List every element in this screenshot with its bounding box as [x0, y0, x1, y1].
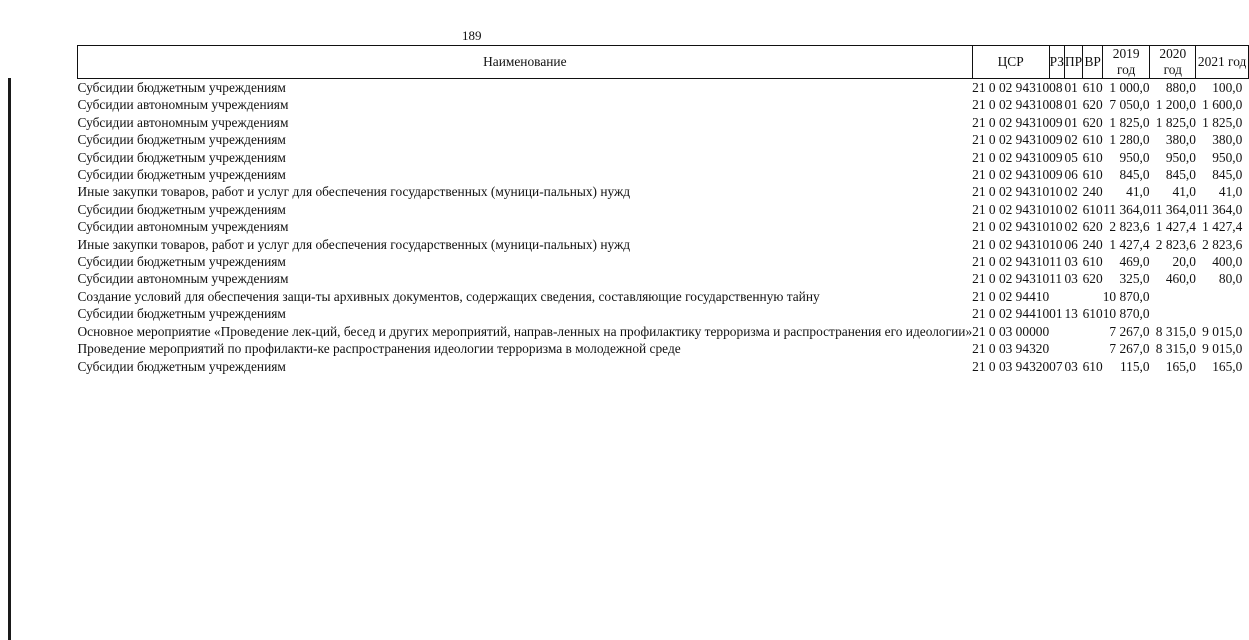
cell-csr: 21 0 03 94320: [972, 341, 1050, 357]
cell-y2019: 1 000,0: [1109, 80, 1150, 95]
table-row: [78, 323, 1249, 340]
cell-y2021: 9 015,0: [1202, 323, 1243, 339]
cell-rz: 01: [1049, 306, 1063, 322]
cell-y2020: 950,0: [1165, 149, 1196, 165]
cell-y2019: 1 825,0: [1109, 114, 1150, 130]
cell-y2020: 165,0: [1165, 358, 1196, 374]
table-row: [78, 183, 1249, 200]
cell-y2019: 115,0: [1119, 358, 1150, 374]
cell-name: Субсидии бюджетным учреждениям: [77, 306, 286, 322]
cell-y2019: 469,0: [1119, 254, 1150, 270]
cell-pr: 03: [1064, 358, 1078, 374]
table-row: [78, 96, 1249, 113]
table-row: [78, 166, 1249, 183]
cell-vr: 610: [1082, 254, 1103, 270]
cell-y2021: 845,0: [1212, 167, 1243, 183]
cell-pr: 06: [1064, 236, 1078, 252]
cell-pr: 03: [1064, 254, 1078, 270]
cell-rz: 11: [1049, 271, 1063, 287]
table-row: [78, 253, 1249, 270]
cell-name: Иные закупки товаров, работ и услуг для обеспечения государственных (муници-пальных) нужд: [77, 184, 631, 200]
cell-name: Субсидии автономным учреждениям: [77, 271, 289, 287]
header-2021: 2021 год: [1196, 46, 1248, 79]
cell-name: Субсидии автономным учреждениям: [77, 219, 289, 235]
cell-name: Субсидии бюджетным учреждениям: [77, 132, 286, 148]
cell-y2020: 1 427,4: [1155, 219, 1196, 235]
scan-edge: [8, 78, 11, 640]
cell-y2021: 165,0: [1212, 358, 1243, 374]
cell-y2019: 1 427,4: [1109, 236, 1150, 252]
header-2019: 2019 год: [1103, 46, 1150, 79]
cell-y2020: 380,0: [1165, 132, 1196, 148]
cell-y2019: 950,0: [1119, 149, 1150, 165]
cell-rz: 09: [1049, 114, 1063, 130]
cell-vr: 610: [1082, 167, 1103, 183]
cell-y2021: [1196, 305, 1248, 322]
cell-y2019: 2 823,6: [1109, 219, 1150, 235]
cell-rz: 07: [1049, 358, 1063, 374]
table-row: [78, 114, 1249, 131]
cell-csr: 21 0 03 94320: [972, 358, 1050, 374]
cell-vr: 610: [1082, 306, 1103, 322]
cell-pr: 02: [1064, 219, 1078, 235]
cell-vr: 610: [1082, 358, 1103, 374]
header-rz: РЗ: [1049, 46, 1064, 79]
table-row: [78, 358, 1249, 375]
cell-name: Субсидии бюджетным учреждениям: [77, 167, 286, 183]
cell-y2021: 380,0: [1212, 132, 1243, 148]
cell-vr: 620: [1082, 219, 1103, 235]
header-name: Наименование: [78, 46, 973, 79]
cell-csr: 21 0 02 94410: [972, 288, 1050, 304]
cell-name: Создание условий для обеспечения защи-ты архивных документов, содержащих сведения, составляющие государственную тайну: [77, 288, 820, 304]
cell-vr: [1083, 323, 1103, 340]
cell-name: Субсидии бюджетным учреждениям: [77, 149, 286, 165]
cell-pr: 02: [1064, 201, 1078, 217]
cell-csr: 21 0 02 94310: [972, 80, 1050, 95]
cell-name: Субсидии бюджетным учреждениям: [77, 358, 286, 374]
cell-y2021: 950,0: [1212, 149, 1243, 165]
table-row: [78, 288, 1249, 305]
cell-pr: [1064, 340, 1082, 357]
table-row: [78, 270, 1249, 287]
cell-csr: 21 0 02 94310: [972, 271, 1050, 287]
cell-rz: 11: [1049, 254, 1063, 270]
cell-y2021: 80,0: [1218, 271, 1243, 287]
cell-vr: 610: [1082, 201, 1103, 217]
cell-y2020: 2 823,6: [1155, 236, 1196, 252]
cell-csr: 21 0 02 94310: [972, 254, 1050, 270]
cell-y2020: [1150, 305, 1196, 322]
cell-pr: 01: [1064, 97, 1078, 113]
cell-y2020: 8 315,0: [1155, 341, 1196, 357]
cell-y2020: 1 200,0: [1155, 97, 1196, 113]
cell-name: Субсидии автономным учреждениям: [77, 114, 289, 130]
cell-rz: 10: [1049, 219, 1063, 235]
cell-name: Субсидии автономным учреждениям: [77, 97, 289, 113]
cell-rz: [1049, 340, 1064, 357]
cell-y2020: 1 825,0: [1155, 114, 1196, 130]
cell-y2019: 1 280,0: [1109, 132, 1150, 148]
cell-pr: 13: [1064, 306, 1078, 322]
cell-y2019: 11 364,0: [1103, 201, 1150, 217]
header-pr: ПР: [1064, 46, 1082, 79]
cell-y2021: 41,0: [1218, 184, 1243, 200]
cell-name: Иные закупки товаров, работ и услуг для обеспечения государственных (муници-пальных) нужд: [77, 236, 631, 252]
cell-vr: [1083, 288, 1103, 305]
cell-vr: 620: [1082, 114, 1103, 130]
table-row: [78, 305, 1249, 322]
page-number: 189: [462, 28, 482, 43]
cell-y2020: 41,0: [1172, 184, 1196, 200]
cell-csr: 21 0 02 94310: [972, 201, 1050, 217]
cell-vr: 240: [1082, 184, 1103, 200]
cell-y2020: 880,0: [1165, 80, 1196, 95]
table-row: [78, 149, 1249, 166]
cell-rz: 09: [1049, 167, 1063, 183]
cell-pr: [1064, 288, 1082, 305]
cell-csr: 21 0 02 94310: [972, 219, 1050, 235]
cell-rz: 08: [1049, 97, 1063, 113]
cell-y2021: 1 825,0: [1202, 114, 1243, 130]
cell-vr: [1083, 340, 1103, 357]
cell-y2019: 7 267,0: [1109, 323, 1150, 339]
cell-y2020: 460,0: [1165, 271, 1196, 287]
cell-csr: 21 0 02 94310: [972, 132, 1050, 148]
cell-csr: 21 0 02 94310: [972, 236, 1050, 252]
cell-name: Проведение мероприятий по профилакти-ке распространения идеологии терроризма в молодежной среде: [77, 341, 681, 357]
cell-rz: 10: [1049, 201, 1063, 217]
cell-name: Субсидии бюджетным учреждениям: [77, 254, 286, 270]
cell-y2021: [1196, 288, 1248, 305]
cell-y2019: 41,0: [1126, 184, 1150, 200]
table-body: [78, 79, 1249, 375]
cell-y2021: 2 823,6: [1202, 236, 1243, 252]
cell-rz: 10: [1049, 236, 1063, 252]
cell-y2020: 845,0: [1165, 167, 1196, 183]
cell-y2020: 8 315,0: [1155, 323, 1196, 339]
cell-csr: 21 0 02 94310: [972, 114, 1050, 130]
cell-rz: [1049, 323, 1064, 340]
cell-y2019: 325,0: [1119, 271, 1150, 287]
cell-rz: 09: [1049, 149, 1063, 165]
table-row: [78, 201, 1249, 218]
cell-vr: 610: [1082, 132, 1103, 148]
cell-name: Субсидии бюджетным учреждениям: [77, 201, 286, 217]
cell-y2019: 845,0: [1119, 167, 1150, 183]
cell-y2019: 7 050,0: [1109, 97, 1150, 113]
cell-y2019: 7 267,0: [1109, 341, 1150, 357]
table-row: [78, 236, 1249, 253]
header-csr: ЦСР: [972, 46, 1049, 79]
table-row: [78, 131, 1249, 148]
cell-y2019: 10 870,0: [1102, 288, 1150, 304]
cell-pr: [1064, 323, 1082, 340]
cell-rz: [1049, 288, 1064, 305]
cell-pr: 06: [1064, 167, 1078, 183]
cell-vr: 240: [1082, 236, 1103, 252]
cell-y2019: 10 870,0: [1102, 306, 1150, 322]
cell-rz: 08: [1049, 80, 1063, 95]
cell-y2020: [1150, 288, 1196, 305]
budget-table: [77, 45, 1249, 375]
cell-y2020: 20,0: [1172, 254, 1196, 270]
cell-y2020: 11 364,0: [1149, 201, 1196, 217]
cell-y2021: 11 364,0: [1195, 201, 1243, 217]
cell-y2021: 1 600,0: [1202, 97, 1243, 113]
table-header-row: [78, 46, 1249, 79]
cell-y2021: 1 427,4: [1202, 219, 1243, 235]
cell-rz: 09: [1049, 132, 1063, 148]
header-2020: 2020 год: [1150, 46, 1196, 79]
cell-vr: 620: [1082, 271, 1103, 287]
cell-rz: 10: [1049, 184, 1063, 200]
cell-y2021: 9 015,0: [1202, 341, 1243, 357]
cell-pr: 03: [1064, 271, 1078, 287]
cell-csr: 21 0 02 94310: [972, 167, 1050, 183]
cell-vr: 610: [1082, 80, 1103, 95]
cell-y2021: 100,0: [1212, 80, 1243, 95]
cell-pr: 02: [1064, 132, 1078, 148]
cell-y2021: 400,0: [1212, 254, 1243, 270]
cell-pr: 01: [1064, 114, 1078, 130]
cell-csr: 21 0 02 94310: [972, 184, 1050, 200]
cell-name: Субсидии бюджетным учреждениям: [77, 80, 286, 95]
table-row: [78, 340, 1249, 357]
header-vr: ВР: [1083, 46, 1103, 79]
cell-csr: 21 0 03 00000: [972, 323, 1050, 339]
cell-csr: 21 0 02 94410: [972, 306, 1050, 322]
table-row: [78, 218, 1249, 235]
cell-name: Основное мероприятие «Проведение лек-ций, бесед и других мероприятий, направ-ленных на профилактику терроризма и распространения его идеологии»: [77, 323, 973, 339]
cell-pr: 02: [1064, 184, 1078, 200]
cell-vr: 620: [1082, 97, 1103, 113]
cell-vr: 610: [1082, 149, 1103, 165]
table-row: [78, 79, 1249, 97]
cell-pr: 01: [1064, 80, 1078, 95]
cell-pr: 05: [1064, 149, 1078, 165]
cell-csr: 21 0 02 94310: [972, 97, 1050, 113]
cell-csr: 21 0 02 94310: [972, 149, 1050, 165]
